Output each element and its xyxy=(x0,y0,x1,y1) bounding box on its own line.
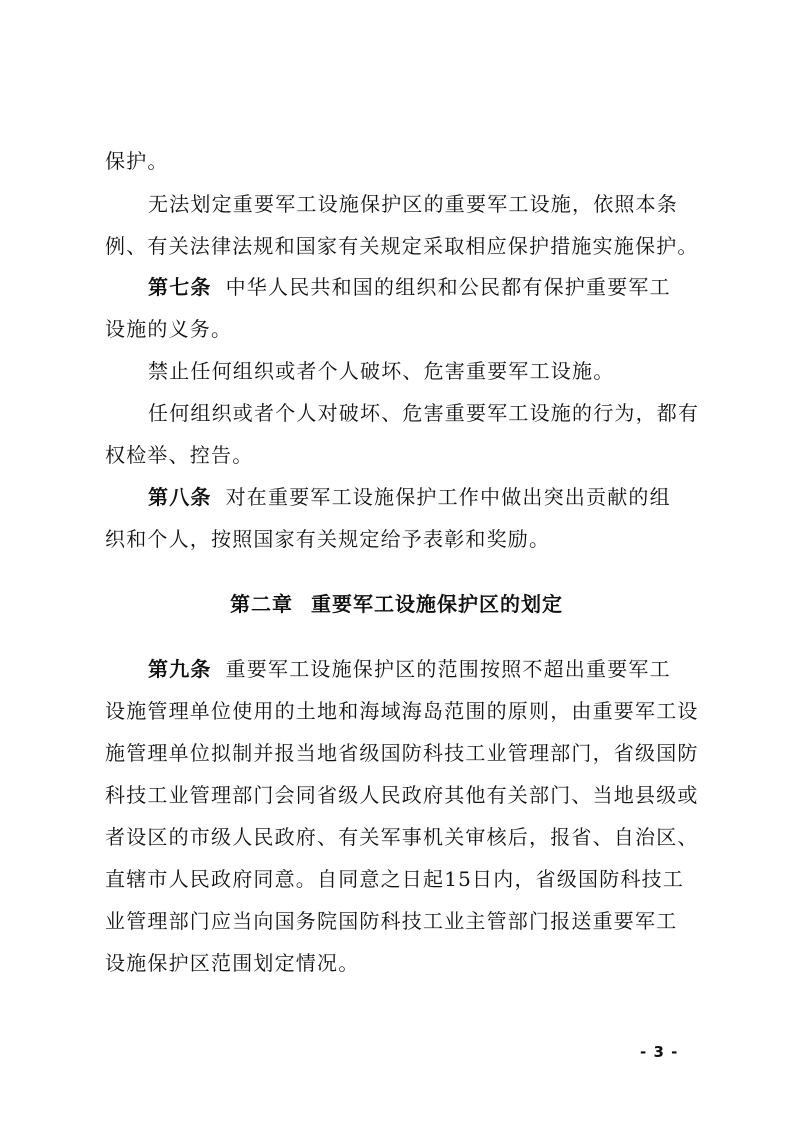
paragraph-line: 设施管理单位使用的土地和海域海岛范围的原则，由重要军工设 xyxy=(105,699,699,723)
article-number: 第七条 xyxy=(148,275,212,299)
chapter-number: 第二章 xyxy=(230,592,293,616)
paragraph-line: 者设区的市级人民政府、有关军事机关审核后，报省、自治区、 xyxy=(105,825,699,849)
article-text: 对在重要军工设施保护工作中做出突出贡献的组 xyxy=(225,485,671,509)
article-text: 重要军工设施保护区的范围按照不超出重要军工 xyxy=(225,657,671,681)
article-9-line xyxy=(148,655,695,683)
chapter-title: 重要军工设施保护区的划定 xyxy=(311,592,563,616)
paragraph-line: 权检举、控告。 xyxy=(105,443,254,467)
page-number: - 3 - xyxy=(640,1043,679,1061)
article-number: 第九条 xyxy=(148,657,212,681)
chapter-heading xyxy=(0,590,793,618)
paragraph-line: 科技工业管理部门会同省级人民政府其他有关部门、当地县级或 xyxy=(105,783,699,807)
paragraph-line: 设施保护区范围划定情况。 xyxy=(105,951,360,975)
paragraph-line: 业管理部门应当向国务院国防科技工业主管部门报送重要军工 xyxy=(105,909,678,933)
paragraph-line: 保护。 xyxy=(105,149,169,173)
paragraph-line: 例、有关法律法规和国家有关规定采取相应保护措施实施保护。 xyxy=(105,234,699,258)
article-number: 第八条 xyxy=(148,485,212,509)
paragraph-line: 任何组织或者个人对破坏、危害重要军工设施的行为，都有 xyxy=(148,401,700,425)
paragraph-line: 织和个人，按照国家有关规定给予表彰和奖励。 xyxy=(105,527,551,551)
paragraph-line: 直辖市人民政府同意。自同意之日起15日内，省级国防科技工 xyxy=(105,867,685,891)
paragraph-line: 无法划定重要军工设施保护区的重要军工设施，依照本条 xyxy=(148,192,678,216)
paragraph-line: 设施的义务。 xyxy=(105,317,233,341)
paragraph-line: 施管理单位拟制并报当地省级国防科技工业管理部门，省级国防 xyxy=(105,741,699,765)
article-text: 中华人民共和国的组织和公民都有保护重要军工 xyxy=(225,275,671,299)
paragraph-line: 禁止任何组织或者个人破坏、危害重要军工设施。 xyxy=(148,359,615,383)
article-8-line xyxy=(148,483,695,511)
article-7-line xyxy=(148,273,695,301)
